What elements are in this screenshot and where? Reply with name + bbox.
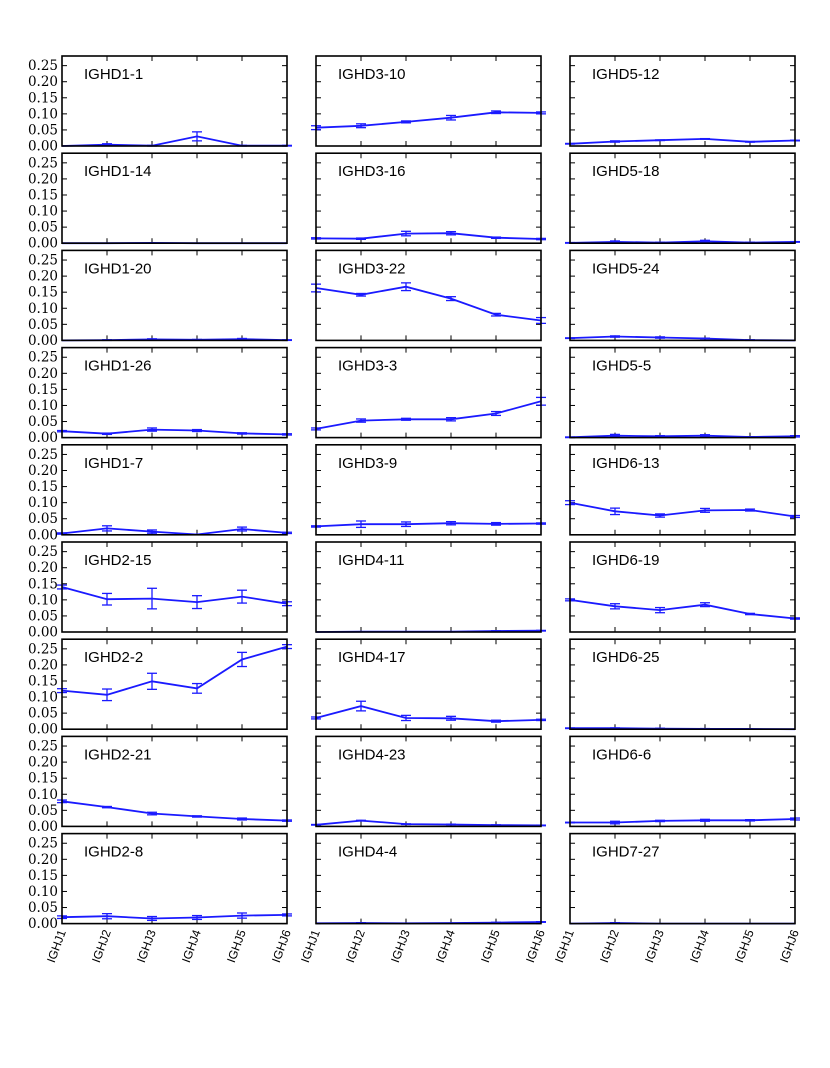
panel-title: IGHD1-1: [84, 66, 144, 83]
ytick-label: 0.25: [27, 446, 58, 463]
ytick-label: 0.20: [27, 365, 58, 382]
panel-ighd2-2: [28, 639, 292, 738]
xtick-label: IGHJ3: [388, 927, 413, 965]
panel-title: IGHD4-4: [338, 843, 398, 861]
ytick-label: 0.00: [27, 818, 58, 835]
panel-ighd6-19: [565, 542, 800, 632]
panel-ighd2-8: [28, 834, 292, 933]
ytick-label: 0.15: [27, 867, 58, 884]
series-line: [62, 430, 287, 435]
panel-ighd1-7: [28, 445, 292, 544]
ytick-label: 0.05: [27, 608, 58, 625]
ytick-label: 0.05: [27, 316, 58, 333]
ytick-label: 0.05: [27, 414, 58, 431]
panel-title: IGHD2-21: [84, 746, 152, 764]
series-line: [570, 139, 795, 144]
panel-ighd3-9: [311, 445, 546, 535]
ytick-label: 0.15: [27, 284, 58, 301]
panel-ighd5-5: [565, 348, 800, 438]
panel-title: IGHD2-15: [84, 552, 152, 569]
panel-title: IGHD2-8: [84, 843, 144, 861]
ytick-label: 0.15: [27, 187, 58, 204]
panel-ighd3-22: [311, 250, 546, 340]
ytick-label: 0.15: [27, 673, 58, 690]
panel-title: IGHD4-11: [338, 552, 405, 569]
ytick-label: 0.10: [27, 689, 58, 706]
panel-title: IGHD5-5: [592, 357, 652, 375]
series-line: [316, 523, 541, 526]
ytick-label: 0.25: [27, 544, 58, 561]
ytick-label: 0.20: [27, 268, 58, 285]
panel-ighd5-12: [565, 56, 800, 146]
ytick-label: 0.20: [27, 560, 58, 577]
panel-ighd4-4: [316, 834, 546, 924]
series-line: [62, 136, 287, 146]
ytick-label: 0.10: [27, 300, 58, 317]
ytick-label: 0.15: [27, 381, 58, 398]
ytick-label: 0.20: [27, 171, 58, 188]
ytick-label: 0.25: [27, 58, 58, 75]
xtick-label: IGHJ1: [44, 927, 69, 965]
xtick-label: IGHJ1: [298, 927, 323, 965]
panel-title: IGHD1-20: [84, 260, 152, 278]
panel-ighd6-6: [565, 736, 800, 826]
ytick-label: 0.00: [27, 235, 58, 252]
panel-title: IGHD4-17: [338, 649, 406, 667]
ytick-label: 0.25: [27, 349, 58, 366]
ytick-label: 0.10: [27, 592, 58, 609]
ytick-label: 0.10: [27, 397, 58, 414]
series-line: [316, 287, 541, 321]
xtick-label: IGHJ4: [179, 927, 204, 965]
ytick-label: 0.25: [27, 738, 58, 755]
ytick-label: 0.15: [27, 576, 58, 593]
panel-title: IGHD3-3: [338, 357, 398, 375]
ytick-label: 0.00: [27, 332, 58, 349]
series-line: [570, 503, 795, 517]
ytick-label: 0.00: [27, 527, 58, 544]
panel-ighd4-17: [311, 639, 546, 729]
ytick-label: 0.10: [27, 495, 58, 512]
panel-title: IGHD6-19: [592, 552, 660, 569]
panel-title: IGHD1-7: [84, 454, 144, 472]
panel-ighd3-3: [311, 348, 546, 438]
panel-ighd1-26: [28, 348, 292, 447]
panel-title: IGHD3-9: [338, 454, 398, 472]
xtick-label: IGHJ1: [552, 927, 577, 965]
ytick-label: 0.05: [27, 802, 58, 819]
series-line: [316, 821, 541, 826]
panel-ighd1-20: [28, 250, 292, 349]
panel-title: IGHD2-2: [84, 649, 144, 667]
ytick-label: 0.15: [27, 90, 58, 107]
series-line: [62, 587, 287, 604]
panel-title: IGHD6-25: [592, 649, 660, 667]
ytick-label: 0.10: [27, 883, 58, 900]
xtick-label: IGHJ2: [89, 927, 114, 965]
panel-title: IGHD5-24: [592, 260, 660, 278]
ytick-label: 0.05: [27, 900, 58, 917]
ytick-label: 0.25: [27, 641, 58, 658]
ytick-label: 0.20: [27, 754, 58, 771]
ytick-label: 0.25: [27, 835, 58, 852]
panel-ighd6-25: [565, 639, 795, 729]
ytick-label: 0.20: [27, 74, 58, 91]
series-line: [62, 801, 287, 820]
panel-title: IGHD6-6: [592, 746, 652, 764]
panel-ighd3-10: [311, 56, 546, 146]
ytick-label: 0.10: [27, 786, 58, 803]
xtick-label: IGHJ4: [433, 927, 458, 965]
panel-ighd1-14: [28, 153, 287, 252]
series-line: [62, 528, 287, 534]
ytick-label: 0.00: [27, 721, 58, 738]
ytick-label: 0.05: [27, 705, 58, 722]
panel-title: IGHD3-16: [338, 163, 406, 181]
ytick-label: 0.10: [27, 106, 58, 123]
ytick-label: 0.20: [27, 463, 58, 480]
panel-ighd4-11: [316, 542, 546, 632]
panel-ighd4-23: [311, 736, 546, 826]
xtick-label: IGHJ5: [224, 927, 249, 965]
xtick-label: IGHJ4: [687, 927, 712, 965]
panel-ighd3-16: [311, 153, 546, 243]
ytick-label: 0.00: [27, 916, 58, 933]
ytick-label: 0.15: [27, 770, 58, 787]
panel-title: IGHD1-26: [84, 357, 152, 375]
panel-ighd5-24: [565, 250, 795, 340]
xtick-label: IGHJ3: [642, 927, 667, 965]
panel-title: IGHD5-12: [592, 66, 660, 83]
ytick-label: 0.10: [27, 203, 58, 220]
panel-ighd5-18: [565, 153, 800, 243]
series-line: [62, 915, 287, 919]
xtick-label: IGHJ6: [777, 927, 802, 965]
series-line: [316, 401, 541, 429]
xtick-label: IGHJ2: [343, 927, 368, 965]
xtick-label: IGHJ5: [478, 927, 503, 965]
xtick-label: IGHJ2: [597, 927, 622, 965]
panel-title: IGHD6-13: [592, 454, 660, 472]
panel-ighd1-1: [28, 56, 292, 155]
ytick-label: 0.05: [27, 122, 58, 139]
panel-title: IGHD5-18: [592, 163, 660, 181]
ytick-label: 0.00: [27, 624, 58, 641]
ytick-label: 0.25: [27, 252, 58, 269]
series-line: [570, 600, 795, 619]
panel-title: IGHD3-10: [338, 66, 406, 83]
ytick-label: 0.00: [27, 138, 58, 155]
panel-ighd7-27: [570, 834, 795, 924]
ytick-label: 0.25: [27, 155, 58, 172]
ytick-label: 0.20: [27, 657, 58, 674]
panel-ighd2-21: [28, 736, 292, 835]
ytick-label: 0.20: [27, 851, 58, 868]
ytick-label: 0.15: [27, 479, 58, 496]
ytick-label: 0.00: [27, 430, 58, 447]
series-line: [570, 819, 795, 823]
panel-ighd2-15: [28, 542, 292, 641]
xtick-label: IGHJ3: [134, 927, 159, 965]
panel-title: IGHD4-23: [338, 746, 406, 764]
panel-ighd6-13: [565, 445, 800, 535]
xtick-label: IGHJ6: [269, 927, 294, 965]
series-line: [316, 112, 541, 127]
xtick-label: IGHJ6: [523, 927, 548, 965]
ytick-label: 0.05: [27, 511, 58, 528]
panel-title: IGHD7-27: [592, 843, 660, 861]
ytick-label: 0.05: [27, 219, 58, 236]
series-line: [316, 233, 541, 239]
panel-title: IGHD1-14: [84, 163, 152, 181]
series-line: [316, 706, 541, 721]
panel-title: IGHD3-22: [338, 260, 406, 278]
xtick-label: IGHJ5: [732, 927, 757, 965]
